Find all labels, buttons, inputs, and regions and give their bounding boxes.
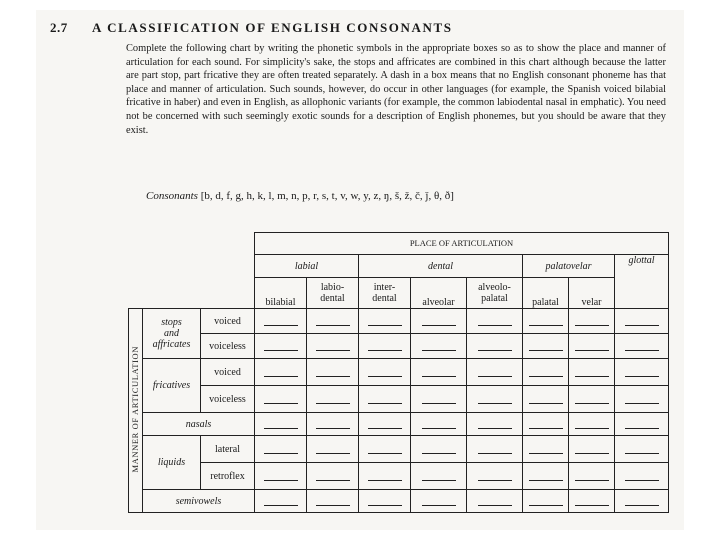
blank-cell[interactable] <box>523 436 569 463</box>
blank-cell[interactable] <box>307 413 359 436</box>
blank-cell[interactable] <box>523 463 569 490</box>
col-alveolar: alveolar <box>411 278 467 309</box>
blank-cell[interactable] <box>569 334 615 359</box>
blank-cell[interactable] <box>615 309 669 334</box>
blank-cell[interactable] <box>255 309 307 334</box>
col-palatal: palatal <box>523 278 569 309</box>
blank-cell[interactable] <box>467 436 523 463</box>
blank-cell[interactable] <box>359 359 411 386</box>
blank-cell[interactable] <box>411 436 467 463</box>
blank-cell[interactable] <box>467 490 523 513</box>
voicing-voiced: voiced <box>201 309 255 334</box>
blank-cell[interactable] <box>359 436 411 463</box>
col-interdental: inter- dental <box>359 278 411 309</box>
blank-cell[interactable] <box>615 463 669 490</box>
blank-cell[interactable] <box>569 413 615 436</box>
blank-cell[interactable] <box>255 386 307 413</box>
blank-cell[interactable] <box>523 334 569 359</box>
consonant-chart <box>128 232 669 513</box>
voicing-voiced: voiced <box>201 359 255 386</box>
manner-semivowels: semivowels <box>143 490 255 513</box>
section-number: 2.7 <box>50 20 68 35</box>
manner-liquids: liquids <box>143 436 201 490</box>
blank-cell[interactable] <box>411 413 467 436</box>
blank-cell[interactable] <box>307 463 359 490</box>
col-labiodental: labio- dental <box>307 278 359 309</box>
blank-cell[interactable] <box>569 463 615 490</box>
blank-cell[interactable] <box>359 490 411 513</box>
blank-cell[interactable] <box>255 436 307 463</box>
manner-stops-affricates: stops and affricates <box>143 309 201 359</box>
liquid-retroflex: retroflex <box>201 463 255 490</box>
blank-cell[interactable] <box>615 490 669 513</box>
blank-cell[interactable] <box>615 334 669 359</box>
voicing-voiceless: voiceless <box>201 334 255 359</box>
blank-cell[interactable] <box>467 463 523 490</box>
voicing-voiceless: voiceless <box>201 386 255 413</box>
blank-cell[interactable] <box>569 386 615 413</box>
blank-cell[interactable] <box>615 413 669 436</box>
section-title: A CLASSIFICATION OF ENGLISH CONSONANTS <box>92 20 453 35</box>
instructions-paragraph: Complete the following chart by writing the phonetic symbols in the appropriate boxes so as to show the place and manner of articulation for each sound. For simplicity's sake, the stops and affricates are combined in this chart although because the latter are part stop, part fricative they are often treated separately. A dash in a box means that no English consonant phoneme has that place and manner of articulation. Such sounds, however, do occur in other languages (for example, the Spanish voiced bilabial fricative in haber) and even in English, as allophonic variants (for example, the common labiodental nasal in emphatic). You need not be concerned with such seemingly exotic sounds for a description of English phonemes, but you should be aware that they exist. <box>126 43 666 136</box>
blank-cell[interactable] <box>359 386 411 413</box>
textbook-page <box>36 10 684 530</box>
col-bilabial: bilabial <box>255 278 307 309</box>
blank-cell[interactable] <box>255 490 307 513</box>
blank-cell[interactable] <box>467 334 523 359</box>
blank-cell[interactable] <box>569 309 615 334</box>
group-palatovelar: palatovelar <box>523 255 615 278</box>
blank-cell[interactable] <box>523 386 569 413</box>
blank-cell[interactable] <box>411 463 467 490</box>
col-alveolopalatal: alveolo- palatal <box>467 278 523 309</box>
blank-cell[interactable] <box>615 436 669 463</box>
blank-cell[interactable] <box>467 386 523 413</box>
blank-cell[interactable] <box>523 413 569 436</box>
blank-cell[interactable] <box>411 309 467 334</box>
liquid-lateral: lateral <box>201 436 255 463</box>
manner-nasals: nasals <box>143 413 255 436</box>
blank-cell[interactable] <box>569 436 615 463</box>
blank-cell[interactable] <box>255 413 307 436</box>
group-labial: labial <box>255 255 359 278</box>
blank-cell[interactable] <box>359 309 411 334</box>
blank-cell[interactable] <box>467 309 523 334</box>
blank-cell[interactable] <box>255 334 307 359</box>
blank-cell[interactable] <box>523 309 569 334</box>
blank-cell[interactable] <box>359 334 411 359</box>
blank-cell[interactable] <box>569 490 615 513</box>
blank-cell[interactable] <box>307 309 359 334</box>
manner-of-articulation-header: MANNER OF ARTICULATION <box>129 309 143 513</box>
blank-cell[interactable] <box>307 359 359 386</box>
blank-cell[interactable] <box>255 359 307 386</box>
consonant-list-line <box>146 190 454 202</box>
place-of-articulation-header: PLACE OF ARTICULATION <box>255 233 669 255</box>
blank-cell[interactable] <box>523 359 569 386</box>
blank-cell[interactable] <box>411 359 467 386</box>
col-velar: velar <box>569 278 615 309</box>
blank-cell[interactable] <box>615 359 669 386</box>
consonants-list: [b, d, f, g, h, k, l, m, n, p, r, s, t, v, w, y, z, ŋ, š, ž, č, ǰ, θ, ð] <box>200 190 454 202</box>
blank-cell[interactable] <box>307 436 359 463</box>
blank-cell[interactable] <box>615 386 669 413</box>
blank-cell[interactable] <box>255 463 307 490</box>
blank-cell[interactable] <box>411 490 467 513</box>
blank-cell[interactable] <box>307 334 359 359</box>
blank-cell[interactable] <box>411 386 467 413</box>
blank-cell[interactable] <box>467 359 523 386</box>
blank-cell[interactable] <box>307 490 359 513</box>
blank-cell[interactable] <box>307 386 359 413</box>
blank-cell[interactable] <box>569 359 615 386</box>
blank-cell[interactable] <box>411 334 467 359</box>
manner-fricatives: fricatives <box>143 359 201 413</box>
col-glottal: glottal <box>615 255 669 309</box>
blank-cell[interactable] <box>359 413 411 436</box>
blank-cell[interactable] <box>359 463 411 490</box>
blank-cell[interactable] <box>523 490 569 513</box>
consonants-label: Consonants <box>146 190 198 202</box>
blank-cell[interactable] <box>467 413 523 436</box>
group-dental: dental <box>359 255 523 278</box>
